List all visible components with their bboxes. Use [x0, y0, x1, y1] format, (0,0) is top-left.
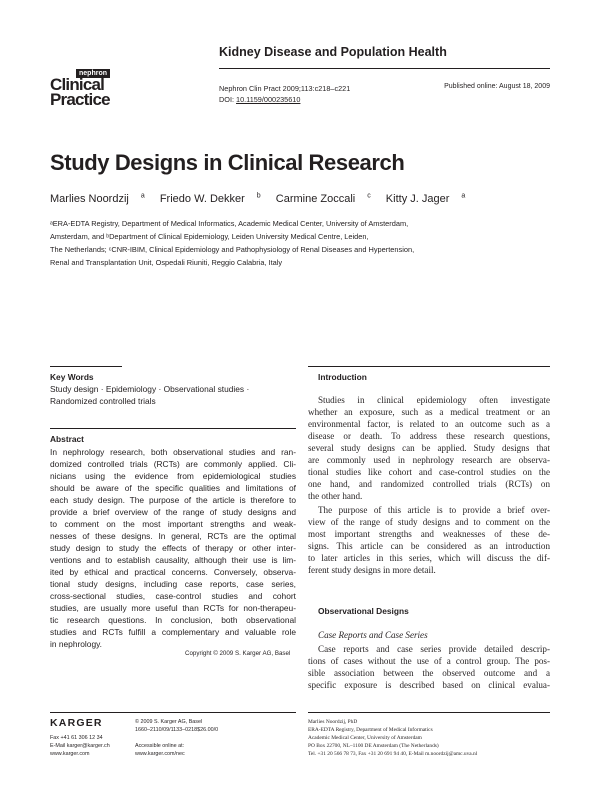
author-4: Kitty J. Jager $^a$	[385, 192, 466, 205]
case-reports-subheading: Case Reports and Case Series	[318, 630, 428, 640]
intro-line: the other hand.	[308, 491, 363, 501]
abstract-line: studies and RCTs fulfill a complementary and valuable role	[50, 627, 296, 637]
footer-rule	[308, 712, 550, 713]
author-list	[50, 192, 477, 205]
intro-line: one hand, and randomized controlled trials (RCTs) on	[308, 479, 550, 489]
footer-contact	[50, 734, 110, 758]
affiliation-line: Amsterdam, and ᵇDepartment of Clinical Epidemiology, Leiden University Medical Centre, Leiden,	[50, 232, 369, 241]
abstract-line: nicians using the evidence from epidemiological studies	[50, 471, 296, 481]
introduction-heading: Introduction	[318, 372, 367, 382]
intro-line: are commonly used in nephrology research are observa-	[308, 455, 550, 465]
affiliation-line: The Netherlands; ᶜCNR-IBIM, Clinical Epidemiology and Pathophysiology of Renal Diseases and Hypertension,	[50, 245, 415, 254]
logo-practice: Practice	[50, 90, 110, 109]
intro-line: tional studies like cohort and case-control studies on the	[308, 467, 550, 477]
logo-clinical: Clinical	[50, 75, 105, 94]
intro-line: The purpose of this article is to provide a brief over-	[318, 505, 550, 515]
keywords-heading: Key Words	[50, 372, 94, 382]
intro-line: disease or death. To address these research questions,	[308, 431, 550, 441]
correspondence-line: Academic Medical Center, University of Amsterdam	[308, 735, 422, 741]
intro-rule	[308, 366, 550, 367]
footer-copyright-line: © 2009 S. Karger AG, Basel	[135, 719, 203, 725]
footer-issn-line: 1660–2110/09/1133–0218$26.00/0	[135, 727, 219, 733]
correspondence-line: Tel. +31 20 566 78 73, Fax +31 20 691 94 40, E-Mail m.noordzij@amc.uva.nl	[308, 751, 478, 757]
doi-link[interactable]: 10.1159/000235610	[236, 95, 301, 104]
abstract-line: in nephrology.	[50, 639, 102, 649]
intro-line: most important strengths and weaknesses of these de-	[308, 529, 550, 539]
header-rule	[219, 68, 550, 69]
doi-line	[219, 95, 300, 104]
affiliation-line: ᵃERA-EDTA Registry, Department of Medical Informatics, Academic Medical Center, University of Amsterdam,	[50, 219, 409, 228]
correspondence-line: Marlies Noordzij, PhD	[308, 719, 358, 725]
author-2: Friedo W. Dekker $^b$	[159, 192, 261, 205]
abstract-line: domized controlled trials (RCTs) are commonly applied. Cli-	[50, 459, 296, 469]
correspondence-line: PO Box 22700, NL–1100 DE Amsterdam (The Netherlands)	[308, 743, 439, 749]
intro-line: signs. This article can be considered as an introduction	[308, 541, 550, 551]
correspondence-block	[308, 718, 477, 758]
abstract-line: ited by ethical and practical concerns. Conversely, observa-	[50, 567, 296, 577]
footer-access	[135, 742, 185, 758]
intro-line: whether an exposure, such as a medical treatment or an	[308, 407, 550, 417]
abstract-line: to comment on the most important strengths and weak-	[50, 519, 296, 529]
footer-email[interactable]: E-Mail karger@karger.ch	[50, 743, 110, 749]
abstract-line: should be aware of the specific qualities and limitations of	[50, 483, 296, 493]
author-3: Carmine Zoccali $^c$	[275, 192, 371, 205]
footer-access-url[interactable]: www.karger.com/nec	[135, 751, 185, 757]
intro-line: environmental factor, is related to an outcome such as a	[308, 419, 550, 429]
footer-copyright	[135, 718, 218, 734]
affiliation-line: Renal and Transplantation Unit, Ospedali Riuniti, Reggio Calabria, Italy	[50, 258, 283, 267]
abstract-line: study design to study the effects of therapy or other inter-	[50, 543, 296, 553]
abstract-rule	[50, 428, 296, 429]
doi-label: DOI:	[219, 95, 237, 104]
footer-rule	[50, 712, 296, 713]
keywords-line: Randomized controlled trials	[50, 396, 156, 406]
footer-website[interactable]: www.karger.com	[50, 751, 90, 757]
author-1: Marlies Noordzij $^a$	[50, 192, 145, 205]
abstract-line: ventions and to establish causality, although their use is lim-	[50, 555, 296, 565]
correspondence-line: ERA-EDTA Registry, Department of Medical Informatics	[308, 727, 433, 733]
intro-line: view of the range of study designs and to comment on the	[308, 517, 550, 527]
abstract-line: provide a brief overview of the range of study designs and	[50, 507, 296, 517]
observational-line: sible association between the observed outcome and a	[308, 668, 550, 678]
observational-line: Case reports and case series provide detailed descrip-	[318, 644, 550, 654]
footer-fax: Fax +41 61 306 12 34	[50, 735, 103, 741]
published-date: Published online: August 18, 2009	[444, 83, 550, 90]
abstract-line: each study design. The purpose of the article is therefore to	[50, 495, 296, 505]
karger-logo: KARGER	[50, 717, 103, 729]
keywords-line: Study design · Epidemiology · Observational studies ·	[50, 384, 250, 394]
intro-line: ferent study designs in more detail.	[308, 565, 436, 575]
abstract-copyright: Copyright © 2009 S. Karger AG, Basel	[185, 650, 291, 657]
keywords-rule	[50, 366, 122, 367]
footer-access-label: Accessible online at:	[135, 743, 185, 749]
abstract-line: tic research questions. In conclusion, both observational	[50, 615, 296, 625]
intro-line: several study designs can be applied. Study designs that	[308, 443, 550, 453]
observational-line: tions of cases without the use of a control group. The pos-	[308, 656, 550, 666]
abstract-line: In nephrology research, both observational studies and ran-	[50, 447, 296, 457]
journal-section-title: Kidney Disease and Population Health	[219, 45, 447, 59]
abstract-line: nesses of these designs. In general, RCTs are the optimal	[50, 531, 296, 541]
journal-citation: Nephron Clin Pract 2009;113:c218–c221	[219, 84, 351, 93]
nephron-logo-tag: nephron	[76, 69, 110, 78]
intro-line: to later articles in this series, which will discuss the dif-	[308, 553, 550, 563]
abstract-line: studies, are usually more useful than RCTs for non-therapeu-	[50, 603, 296, 613]
abstract-line: tional study designs, including case reports, case series,	[50, 579, 296, 589]
observational-line: specific exposure is described based on clinical evalua-	[308, 680, 550, 690]
observational-heading: Observational Designs	[318, 606, 409, 616]
article-title: Study Designs in Clinical Research	[50, 150, 405, 175]
abstract-line: cross-sectional studies, case-control studies and cohort	[50, 591, 296, 601]
intro-line: Studies in clinical epidemiology often investigate	[318, 395, 550, 405]
abstract-heading: Abstract	[50, 434, 84, 444]
